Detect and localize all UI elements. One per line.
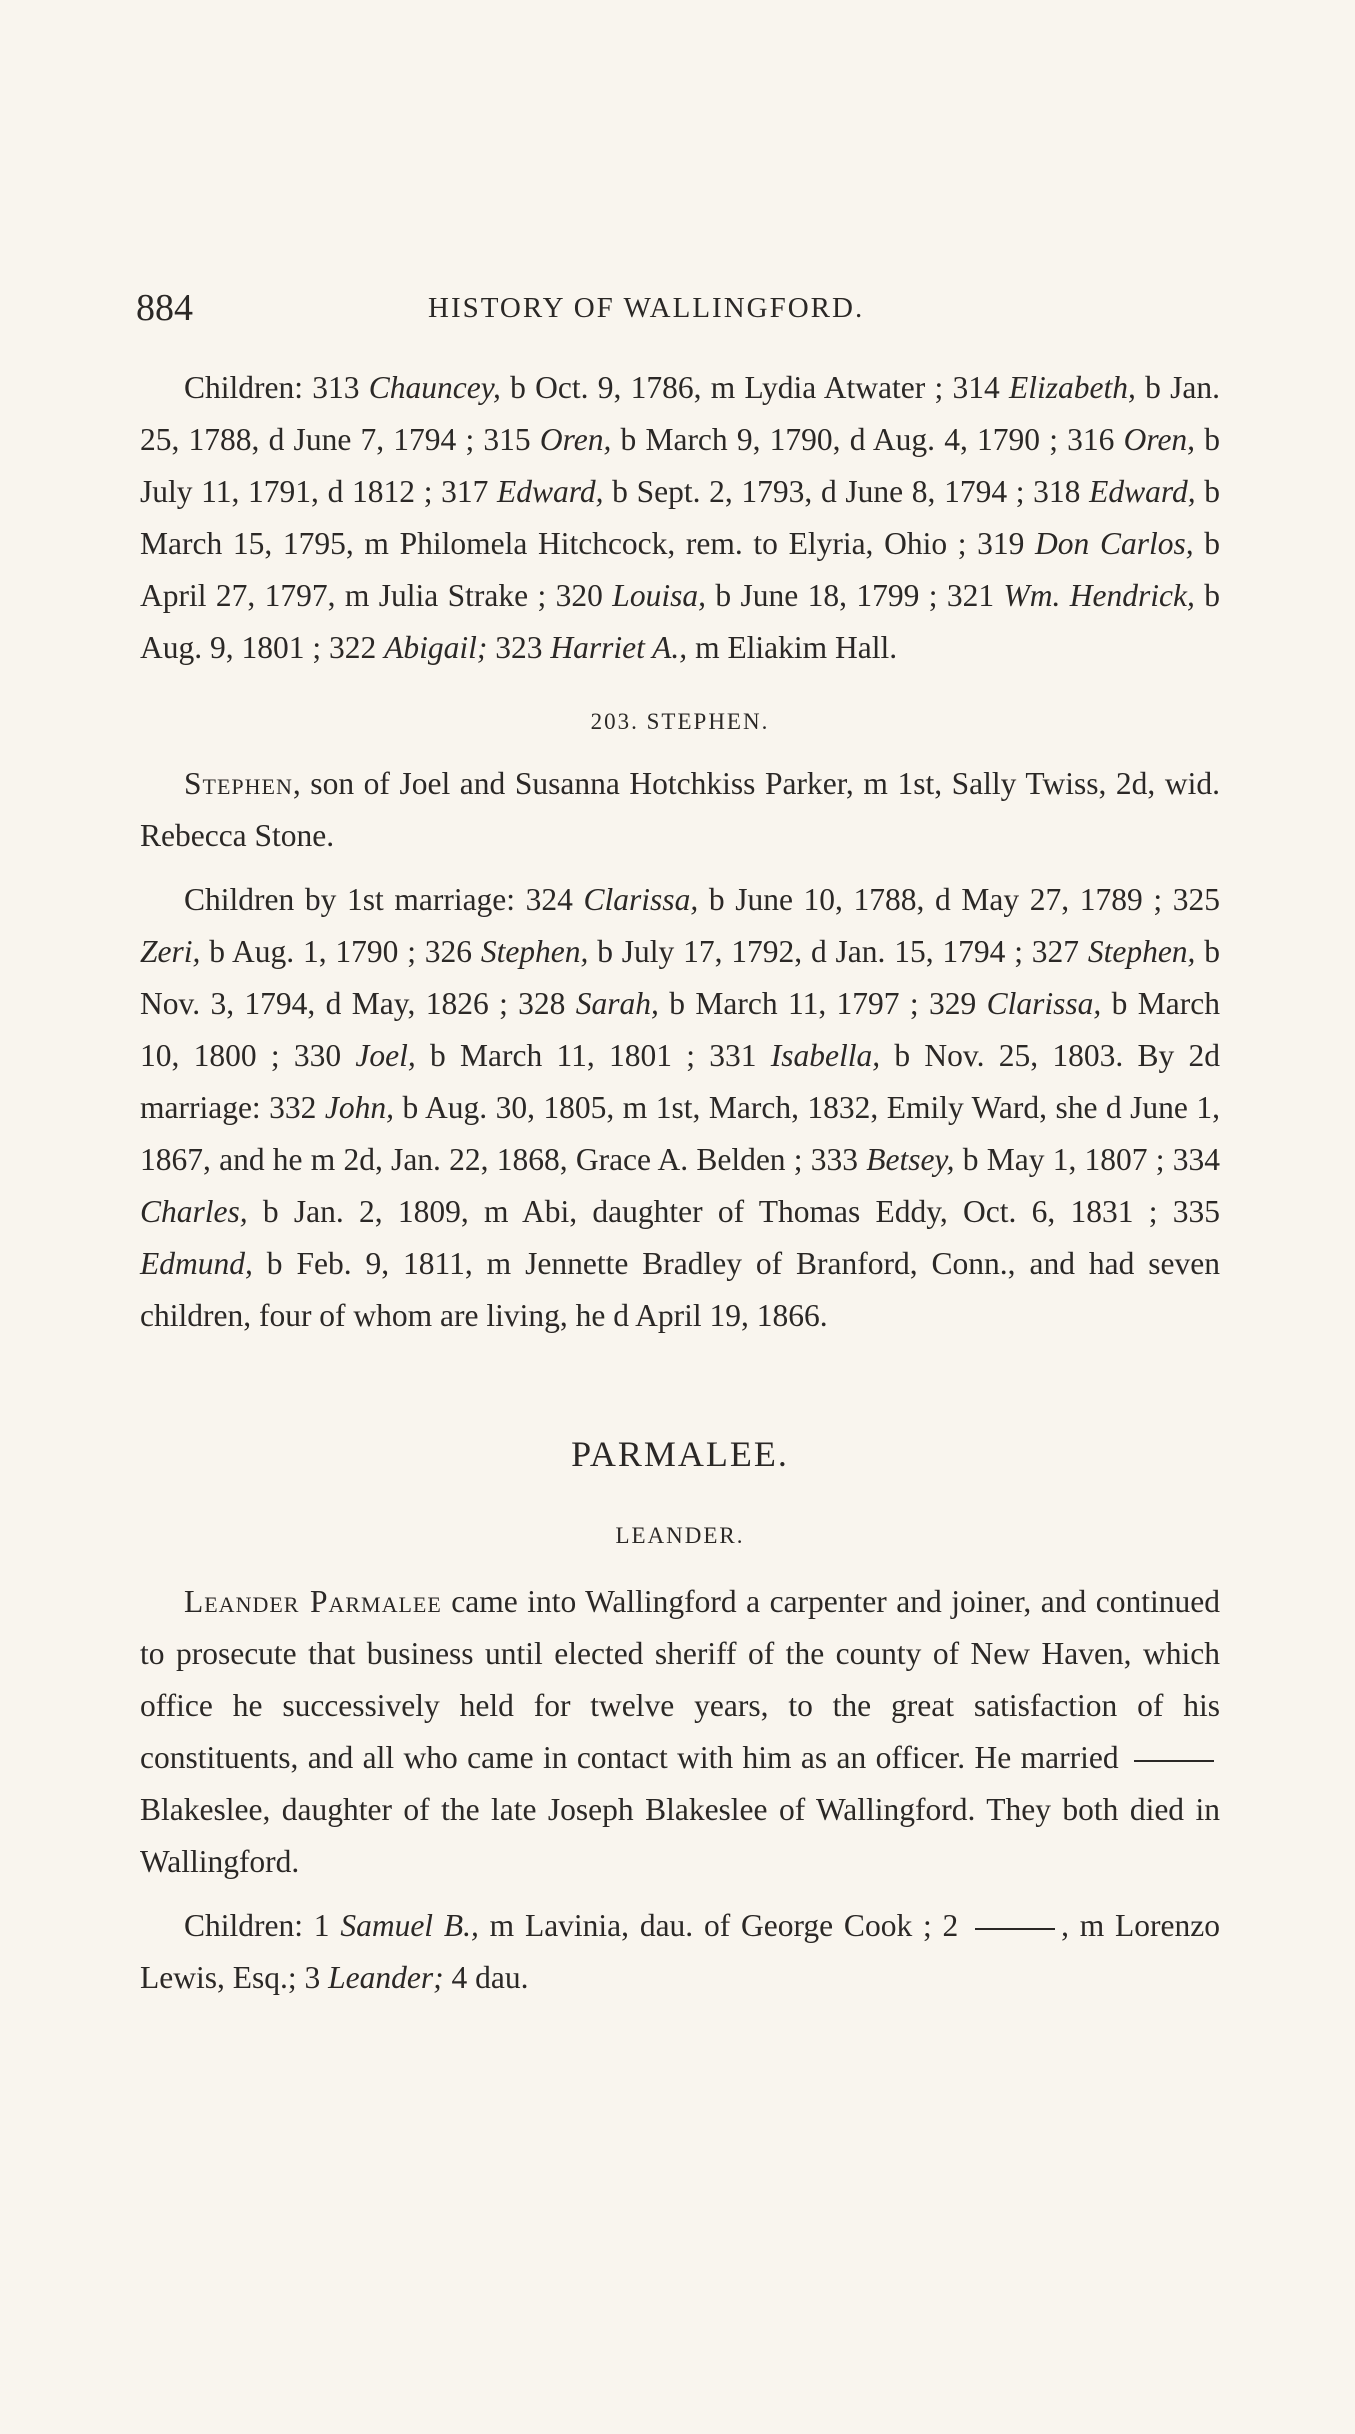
text-run: b April 27, 1797, m Julia Strake ; 320 [140, 526, 1221, 613]
italic-name: Clarissa, [986, 986, 1102, 1021]
italic-name: Joel, [355, 1038, 416, 1073]
section-heading-leander: LEANDER. [615, 1523, 745, 1548]
text-run: b March 11, 1801 ; 331 [415, 1038, 771, 1073]
text-run: Blakeslee, daughter of the late Joseph Blakeslee of Wallingford. They both died in Wallingford. [140, 1792, 1220, 1879]
text-run: b Feb. 9, 1811, m Jennette Bradley of Branford, Conn., and had seven children, four of whom are living, he d April 19, 1866. [140, 1246, 1220, 1333]
body-text [140, 362, 1220, 2004]
italic-name: Charles, [140, 1194, 248, 1229]
text-run: b Oct. 9, 1786, m Lydia Atwater ; 314 [500, 370, 1009, 405]
italic-name: Oren, [539, 422, 612, 457]
paragraph-leander [140, 1576, 1220, 1888]
text-run: b Jan. 2, 1809, m Abi, daughter of Thomas Eddy, Oct. 6, 1831 ; 335 [247, 1194, 1220, 1229]
italic-name: Zeri, [140, 934, 201, 969]
page-number: 884 [136, 287, 193, 329]
italic-name: Don Carlos, [1035, 526, 1194, 561]
paragraph-children-leander [140, 1900, 1220, 2004]
italic-name: Betsey, [866, 1142, 955, 1177]
text-run: b March 10, 1800 ; 330 [140, 986, 1220, 1073]
italic-name: Louisa, [612, 578, 706, 613]
small-caps-name: Stephen [184, 766, 293, 801]
small-caps-name: Leander Parmalee [184, 1584, 442, 1619]
section-heading-stephen: 203. STEPHEN. [590, 709, 770, 734]
text-run: Children: 1 [184, 1908, 341, 1943]
text-run: Children by 1st marriage: 324 [184, 882, 584, 917]
italic-name: Edward, [1089, 474, 1196, 509]
italic-name: Sarah, [575, 986, 659, 1021]
running-head [136, 286, 1246, 336]
text-run: b Aug. 1, 1790 ; 326 [200, 934, 481, 969]
text-run: came into Wallingford a carpenter and joiner, and continued to prosecute that business until elected sheriff of the county of New Haven, which office he successively held for twelve years, to the great satisfaction of his constituents, and all who came in contact with him as an officer. He married [140, 1584, 1220, 1775]
text-run: b March 9, 1790, d Aug. 4, 1790 ; 316 [611, 422, 1124, 457]
text-run: 4 dau. [443, 1960, 529, 1995]
name-blank-rule [975, 1928, 1055, 1930]
text-run: b July 17, 1792, d Jan. 15, 1794 ; 327 [588, 934, 1088, 969]
text-run: b March 11, 1797 ; 329 [658, 986, 987, 1021]
italic-name: Stephen, [1087, 934, 1196, 969]
paragraph-children-324 [140, 874, 1220, 1342]
text-run: b June 10, 1788, d May 27, 1789 ; 325 [698, 882, 1220, 917]
italic-name: Stephen, [480, 934, 589, 969]
family-heading-parmalee: PARMALEE. [571, 1434, 789, 1474]
italic-name: Harriet A., [550, 630, 688, 665]
name-blank-rule [1134, 1760, 1214, 1762]
text-run: b June 18, 1799 ; 321 [705, 578, 1004, 613]
text-run: b Jan. 25, 1788, d June 7, 1794 ; 315 [140, 370, 1220, 457]
text-run: b Aug. 30, 1805, m 1st, March, 1832, Emily Ward, she d June 1, 1867, and he m 2d, Jan. 22, 1868, Grace A. Belden ; 333 [140, 1090, 1220, 1177]
italic-name: Clarissa, [583, 882, 699, 917]
italic-name: Edward, [497, 474, 604, 509]
italic-name: Chauncey, [368, 370, 501, 405]
italic-name: Isabella, [770, 1038, 881, 1073]
text-run: m Lavinia, dau. of George Cook ; 2 [478, 1908, 970, 1943]
paragraph-stephen [140, 758, 1220, 862]
italic-name: John, [324, 1090, 394, 1125]
italic-name: Leander; [328, 1960, 444, 1995]
italic-name: Abigail; [384, 630, 488, 665]
running-title: HISTORY OF WALLINGFORD. [428, 292, 865, 324]
text-run: Children: 313 [184, 370, 369, 405]
text-run: b March 15, 1795, m Philomela Hitchcock, rem. to Elyria, Ohio ; 319 [140, 474, 1220, 561]
italic-name: Wm. Hendrick, [1003, 578, 1195, 613]
italic-name: Edmund, [140, 1246, 253, 1281]
text-run: b July 11, 1791, d 1812 ; 317 [140, 422, 1220, 509]
paragraph-children-313 [140, 362, 1220, 674]
text-run: b Aug. 9, 1801 ; 322 [140, 578, 1220, 665]
text-run: m Eliakim Hall. [687, 630, 898, 665]
text-run: b Nov. 3, 1794, d May, 1826 ; 328 [140, 934, 1220, 1021]
text-run: 323 [487, 630, 551, 665]
italic-name: Samuel B., [340, 1908, 479, 1943]
text-run: , son of Joel and Susanna Hotchkiss Parker, m 1st, Sally Twiss, 2d, wid. Rebecca Stone. [140, 766, 1220, 853]
text-run: b Nov. 25, 1803. By 2d marriage: 332 [140, 1038, 1220, 1125]
text-run: b May 1, 1807 ; 334 [954, 1142, 1220, 1177]
italic-name: Elizabeth, [1008, 370, 1136, 405]
italic-name: Oren, [1123, 422, 1196, 457]
text-run: , m Lorenzo Lewis, Esq.; 3 [140, 1908, 1220, 1995]
text-run: b Sept. 2, 1793, d June 8, 1794 ; 318 [603, 474, 1090, 509]
